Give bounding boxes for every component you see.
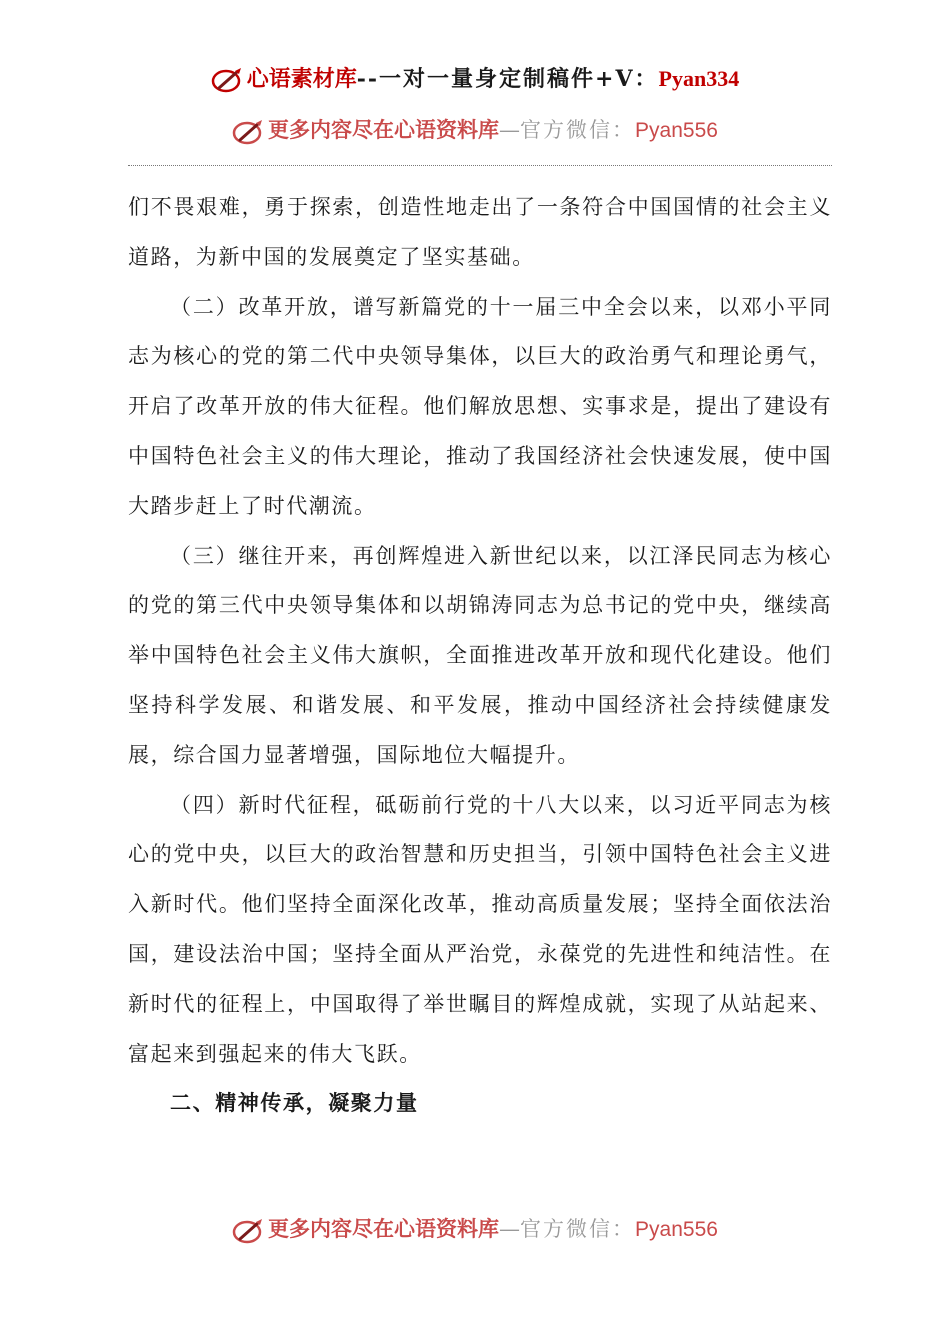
document-body — [128, 183, 832, 1129]
pen-logo-icon — [232, 1217, 266, 1245]
header-brand: 心语素材库 — [246, 66, 357, 92]
header-wechat-id: Pyan334 — [658, 66, 740, 91]
paragraph: （四）新时代征程，砥砺前行党的十八大以来，以习近平同志为核心的党中央，以巨大的政治智慧和历史担当，引领中国特色社会主义进入新时代。他们坚持全面深化改革，推动高质量发展；坚持全面依法治国，建设法治中国；坚持全面从严治党，永葆党的先进性和纯洁性。在新时代的征程上，中国取得了举世瞩目的辉煌成就，实现了从站起来、富起来到强起来的伟大飞跃。 — [128, 792, 832, 1066]
section-heading: 二、精神传承，凝聚力量 — [170, 1091, 419, 1116]
header-divider — [128, 165, 832, 166]
header-tagline: --一对一量身定制稿件+V： — [356, 66, 659, 92]
pen-logo-icon — [211, 66, 245, 94]
banner-text: 更多内容尽在心语资料库 — [268, 117, 500, 142]
banner-dash: — — [499, 1217, 521, 1241]
paragraph: 们不畏艰难，勇于探索，创造性地走出了一条符合中国国情的社会主义道路，为新中国的发展奠定了坚实基础。 — [128, 195, 832, 269]
paragraph: （三）继往开来，再创辉煌进入新世纪以来，以江泽民同志为核心的党的第三代中央领导集体和以胡锦涛同志为总书记的党中央，继续高举中国特色社会主义伟大旗帜，全面推进改革开放和现代化建设。他们坚持科学发展、和谐发展、和平发展，推动中国经济社会持续健康发展，综合国力显著增强，国际地位大幅提升。 — [128, 543, 832, 767]
banner-wechat-label: 官方微信： — [520, 118, 636, 142]
paragraph: （二）改革开放，谱写新篇党的十一届三中全会以来，以邓小平同志为核心的党的第二代中央领导集体，以巨大的政治勇气和理论勇气，开启了改革开放的伟大征程。他们解放思想、实事求是，提出了建设有中国特色社会主义的伟大理论，推动了我国经济社会快速发展，使中国大踏步赶上了时代潮流。 — [128, 294, 832, 518]
top-banner — [0, 114, 950, 146]
banner-wechat-label: 官方微信： — [520, 1217, 636, 1241]
bottom-banner — [0, 1213, 950, 1245]
header-title — [0, 62, 950, 94]
banner-wechat-id: Pyan556 — [635, 119, 718, 142]
banner-dash: — — [499, 118, 521, 142]
banner-wechat-id: Pyan556 — [635, 1218, 718, 1241]
banner-text: 更多内容尽在心语资料库 — [268, 1216, 500, 1241]
pen-logo-icon — [232, 118, 266, 146]
